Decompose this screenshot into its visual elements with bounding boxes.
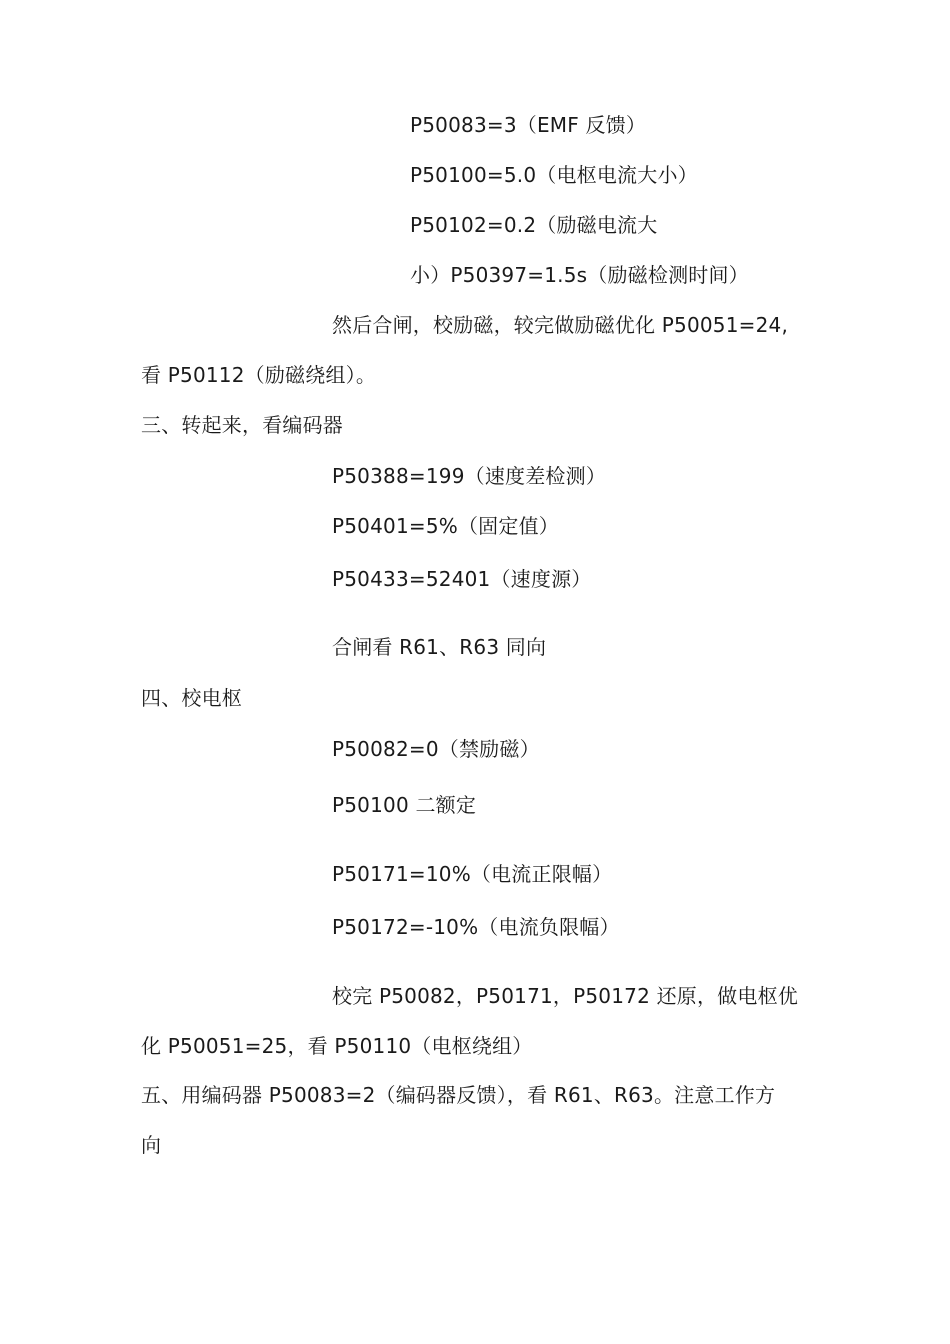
param-line-armature-current: P50100=5.0（电枢电流大小） <box>410 163 698 187</box>
param-line-field-detect-time: 小）P50397=1.5s（励磁检测时间） <box>410 263 749 287</box>
section-heading-4: 四、校电枢 <box>141 686 242 710</box>
param-line-speed-source: P50433=52401（速度源） <box>332 567 592 591</box>
section-heading-5: 五、用编码器 P50083=2（编码器反馈），看 R61、R63。注意工作方 <box>141 1083 776 1107</box>
paragraph-close-check-direction: 合闸看 R61、R63 同向 <box>332 635 547 659</box>
param-line-speed-diff: P50388=199（速度差检测） <box>332 464 607 488</box>
param-line-emf-feedback: P50083=3（EMF 反馈） <box>410 113 647 137</box>
param-line-current-neg-limit: P50172=-10%（电流负限幅） <box>332 915 620 939</box>
paragraph-armature-winding: 化 P50051=25，看 P50110（电枢绕组） <box>141 1034 533 1058</box>
param-line-fixed-value: P50401=5%（固定值） <box>332 514 559 538</box>
section-5-continuation: 向 <box>141 1133 162 1157</box>
section-heading-3: 三、转起来，看编码器 <box>141 413 343 437</box>
param-line-rated: P50100 二额定 <box>332 793 477 817</box>
param-line-current-pos-limit: P50171=10%（电流正限幅） <box>332 862 613 886</box>
param-line-disable-field: P50082=0（禁励磁） <box>332 737 540 761</box>
paragraph-restore-armature: 校完 P50082，P50171，P50172 还原，做电枢优 <box>332 984 798 1008</box>
paragraph-field-optimization: 然后合闸，校励磁，较完做励磁优化 P50051=24, <box>332 313 789 337</box>
param-line-field-current: P50102=0.2（励磁电流大 <box>410 213 658 237</box>
paragraph-field-winding: 看 P50112（励磁绕组）。 <box>141 363 377 387</box>
